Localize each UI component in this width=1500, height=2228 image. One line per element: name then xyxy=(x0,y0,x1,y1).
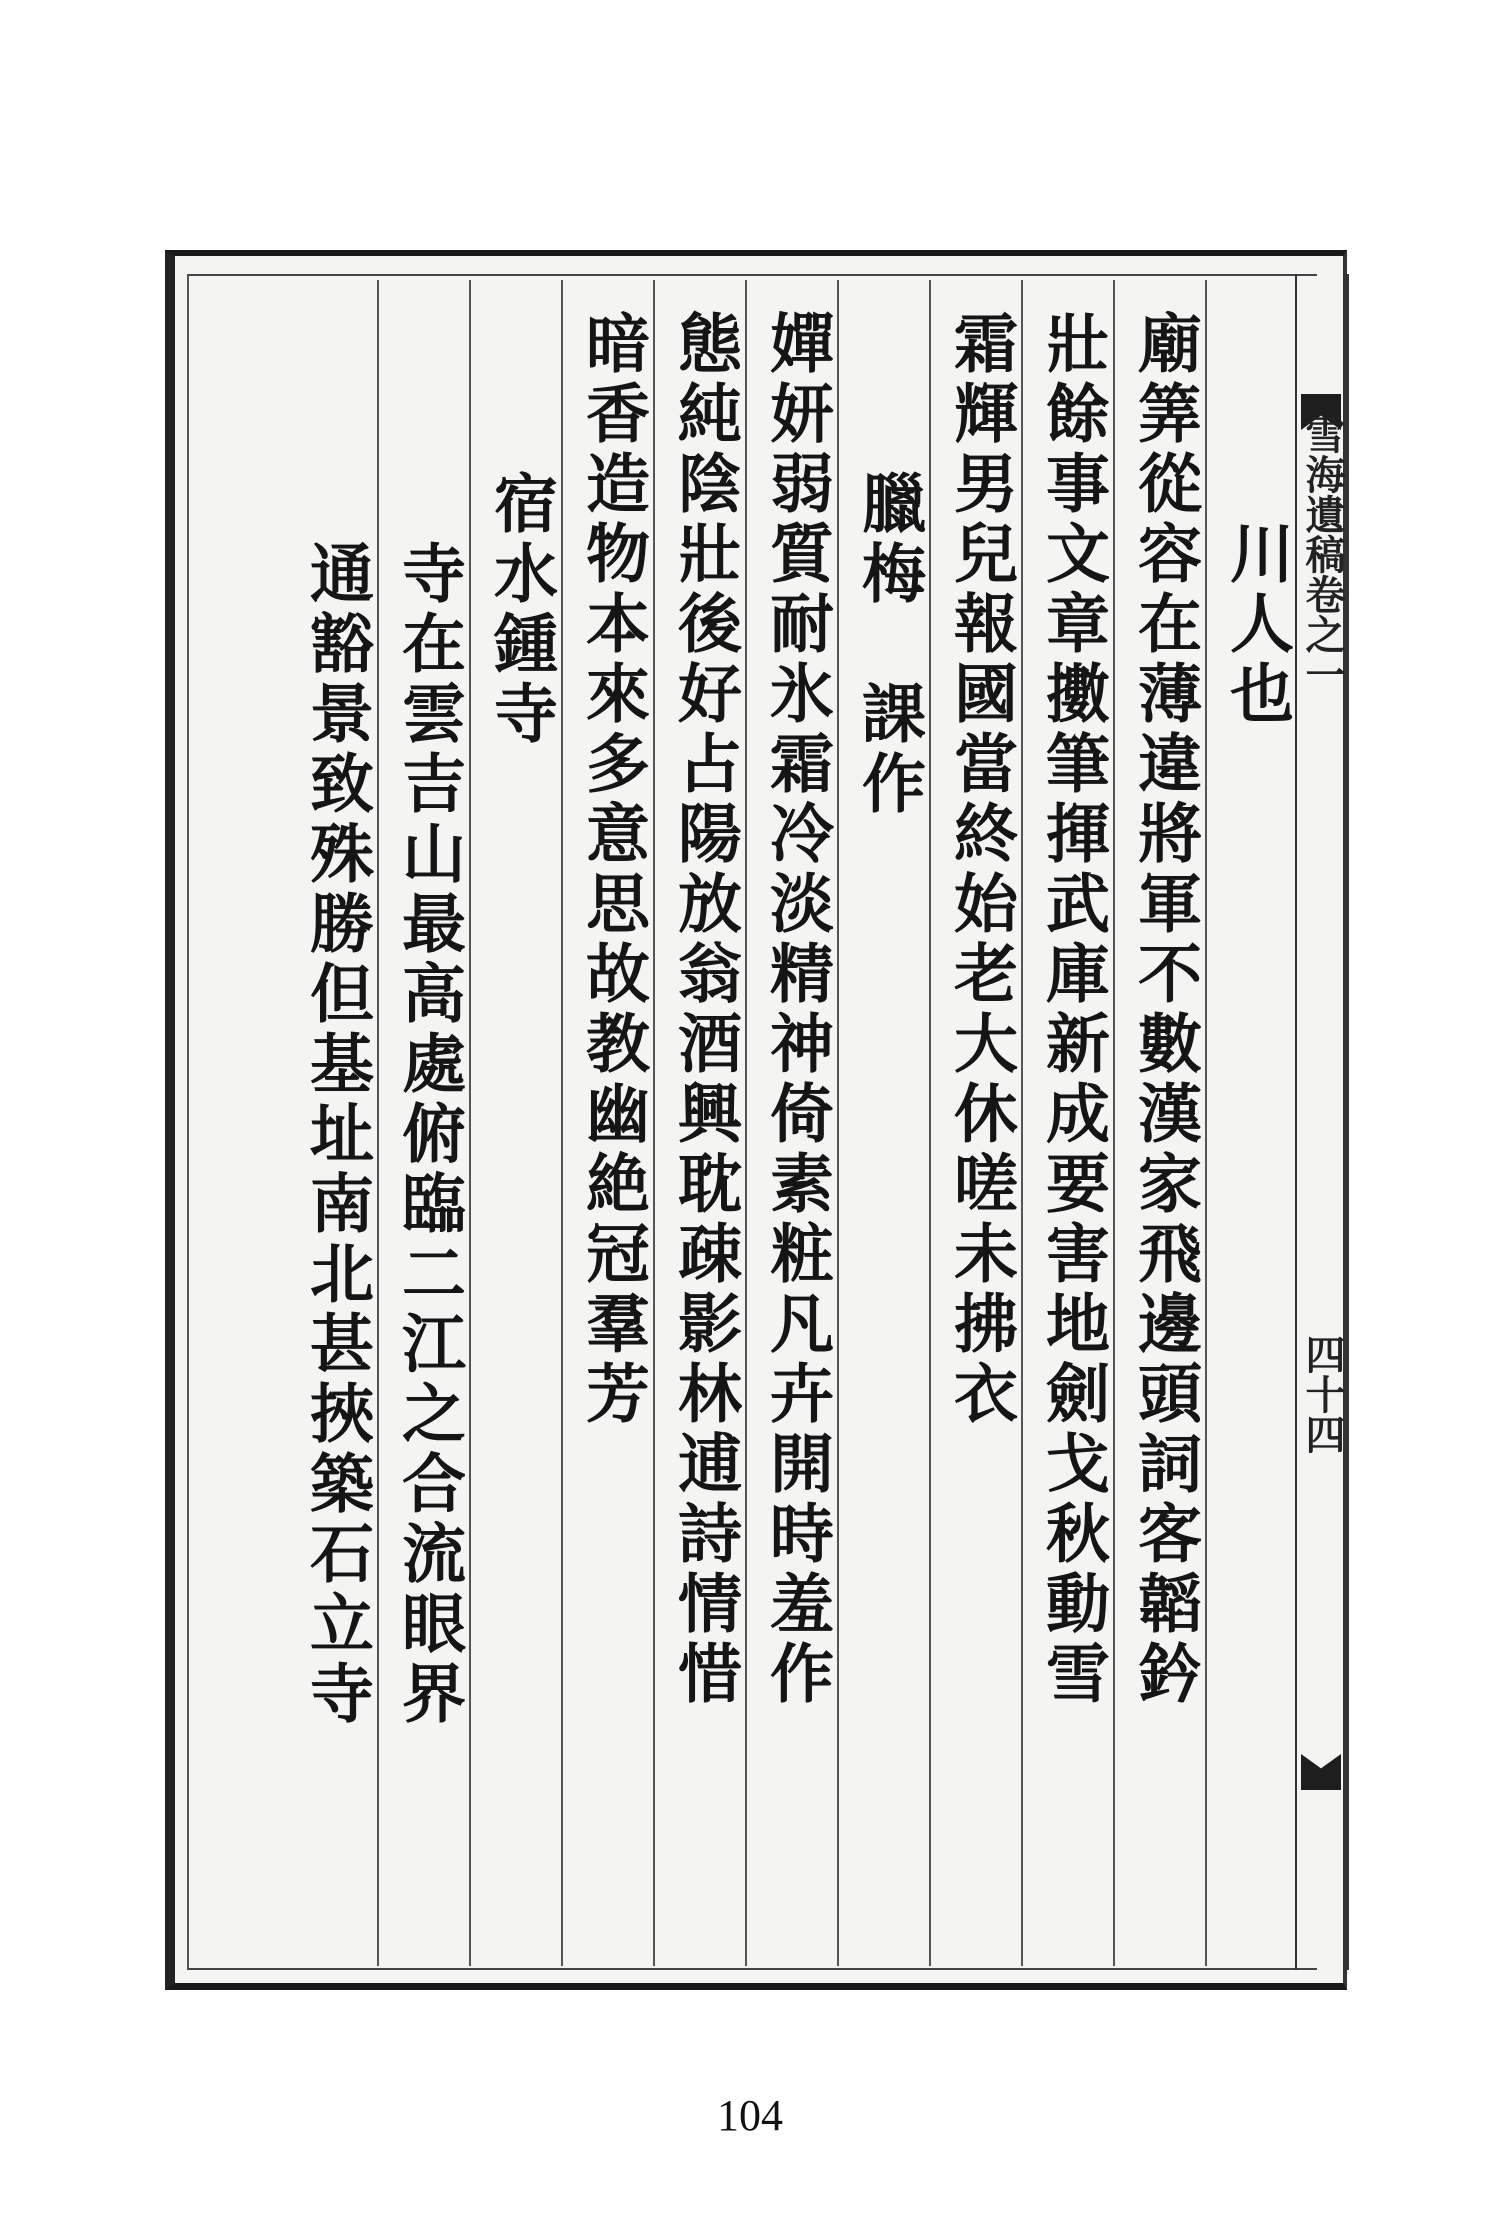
text-column-7: 態純陰壯後好占陽放翁酒興耽疎影林逋詩情惜 xyxy=(667,310,742,1710)
column-rule xyxy=(745,280,747,1966)
text-column-4: 霜輝男兒報國當終始老大休嗟未拂衣 xyxy=(943,310,1018,1430)
text-column-6: 嬋妍弱質耐氷霜冷淡精神倚素粧凡卉開時羞作 xyxy=(759,310,834,1710)
column-rule xyxy=(377,280,379,1966)
text-column-9-heading: 宿水鍾寺 xyxy=(483,470,558,750)
column-rule xyxy=(561,280,563,1966)
scanned-page xyxy=(165,250,1347,1990)
text-column-5-heading: 臘梅 課作 xyxy=(851,470,926,820)
text-column-11: 通豁景致殊勝但基址南北甚挾築石立寺 xyxy=(299,540,374,1730)
column-rule xyxy=(929,280,931,1966)
column-rule xyxy=(1205,280,1207,1966)
text-column-8: 暗香造物本來多意思故教幽絶冠羣芳 xyxy=(575,310,650,1430)
text-column-2: 廟筭從容在薄違將軍不數漢家飛邊頭詞客韜鈐 xyxy=(1127,310,1202,1710)
page-number: 104 xyxy=(717,2091,783,2140)
column-rule xyxy=(1113,280,1115,1966)
banxin-page-marker: 四十四 xyxy=(1299,1334,1346,1454)
column-rule xyxy=(469,280,471,1966)
column-rule xyxy=(837,280,839,1966)
fish-tail-mark-bottom xyxy=(1301,1754,1341,1790)
text-column-3: 壯餘事文章擻筆揮武庫新成要害地劍戈秋動雪 xyxy=(1035,310,1110,1710)
banxin-strip xyxy=(1295,274,1349,1970)
text-column-10: 寺在雲吉山最高處俯臨二江之合流眼界 xyxy=(391,540,466,1730)
column-rule xyxy=(653,280,655,1966)
column-rule xyxy=(1021,280,1023,1966)
text-column-1: 川人也 xyxy=(1219,520,1294,730)
banxin-title: 雪海遺稿卷之一 xyxy=(1299,414,1346,694)
